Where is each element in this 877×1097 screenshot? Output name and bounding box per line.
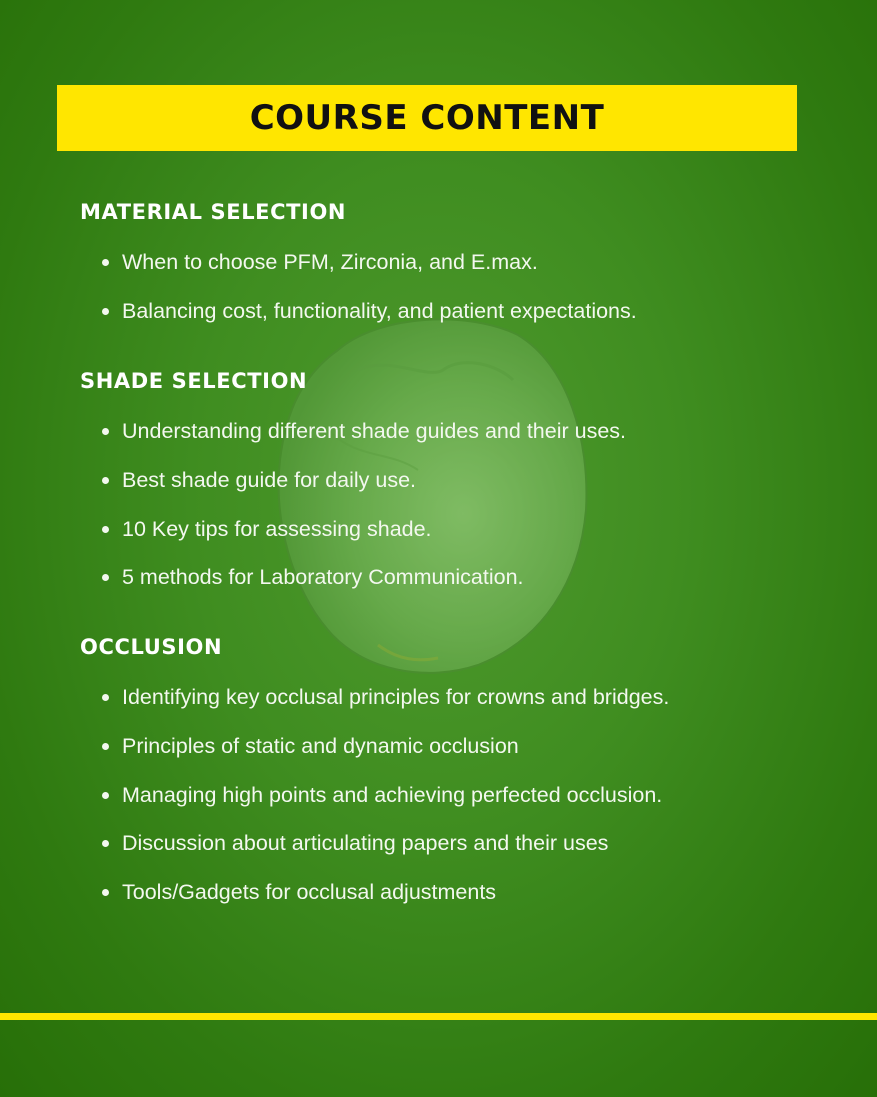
section-material-selection — [80, 199, 637, 347]
section-shade-selection — [80, 368, 626, 613]
bullet-list — [80, 684, 669, 905]
bullet-icon — [102, 477, 109, 484]
list-item: 5 methods for Laboratory Communication. — [80, 564, 626, 590]
section-occlusion — [80, 634, 669, 928]
list-item: Managing high points and achieving perfected occlusion. — [80, 782, 669, 808]
bullet-icon — [102, 792, 109, 799]
footer-divider — [0, 1013, 877, 1020]
bullet-list — [80, 418, 626, 590]
bullet-icon — [102, 574, 109, 581]
bullet-icon — [102, 526, 109, 533]
section-heading: OCCLUSION — [80, 635, 223, 659]
bullet-icon — [102, 743, 109, 750]
section-heading: SHADE SELECTION — [80, 369, 308, 393]
bullet-icon — [102, 428, 109, 435]
list-item: 10 Key tips for assessing shade. — [80, 516, 626, 542]
page-title: COURSE CONTENT — [249, 98, 605, 138]
list-item: Identifying key occlusal principles for crowns and bridges. — [80, 684, 669, 710]
list-item: Discussion about articulating papers and their uses — [80, 830, 669, 856]
bullet-icon — [102, 840, 109, 847]
bullet-icon — [102, 889, 109, 896]
bullet-icon — [102, 308, 109, 315]
bullet-icon — [102, 259, 109, 266]
list-item: Principles of static and dynamic occlusion — [80, 733, 669, 759]
title-banner — [57, 85, 797, 151]
list-item: Understanding different shade guides and their uses. — [80, 418, 626, 444]
list-item: Best shade guide for daily use. — [80, 467, 626, 493]
list-item: Balancing cost, functionality, and patient expectations. — [80, 298, 637, 324]
bullet-list — [80, 249, 637, 324]
bullet-icon — [102, 694, 109, 701]
list-item: Tools/Gadgets for occlusal adjustments — [80, 879, 669, 905]
list-item: When to choose PFM, Zirconia, and E.max. — [80, 249, 637, 275]
section-heading: MATERIAL SELECTION — [80, 200, 347, 224]
